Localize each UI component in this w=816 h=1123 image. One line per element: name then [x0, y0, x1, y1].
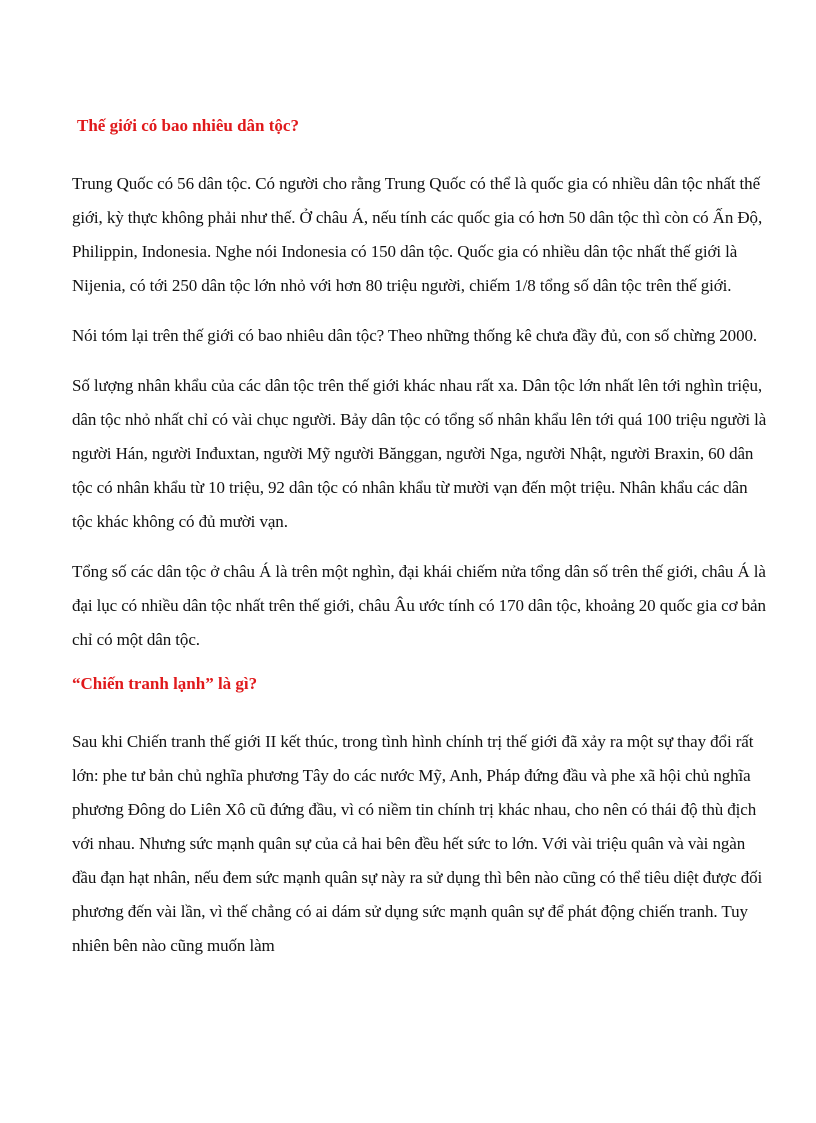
paragraph: Sau khi Chiến tranh thế giới II kết thúc, trong tình hình chính trị thế giới đã xảy ra một sự thay đổi rất lớn: phe tư bản chủ nghĩa phương Tây do các nước Mỹ, Anh, Pháp đứng đầu và phe xã hội chủ nghĩa phương Đông do Liên Xô cũ đứng đầu, vì có niềm tin chính trị khác nhau, cho nên có thái độ thù địch với nhau. Nhưng sức mạnh quân sự của cả hai bên đều hết sức to lớn. Với vài triệu quân và vài ngàn đầu đạn hạt nhân, nếu đem sức mạnh quân sự này ra sử dụng thì bên nào cũng có thể tiêu diệt được đối phương đến vài lần, vì thế chẳng có ai dám sử dụng sức mạnh quân sự để phát động chiến tranh. Tuy nhiên bên nào cũng muốn làm	[72, 732, 763, 955]
paragraph: Nói tóm lại trên thế giới có bao nhiêu dân tộc? Theo những thống kê chưa đầy đủ, con số chừng 2000.	[72, 326, 758, 345]
document-page	[72, 115, 772, 979]
paragraph: Số lượng nhân khẩu của các dân tộc trên thế giới khác nhau rất xa. Dân tộc lớn nhất lên tới nghìn triệu, dân tộc nhỏ nhất chỉ có vài chục người. Bảy dân tộc có tổng số nhân khẩu lên tới quá 100 triệu người là người Hán, người Inđuxtan, người Mỹ người Bănggan, người Nga, người Nhật, người Braxin, 60 dân tộc có nhân khẩu từ 10 triệu, 92 dân tộc có nhân khẩu từ mười vạn đến một triệu. Nhân khẩu các dân tộc khác không có đủ mười vạn.	[72, 376, 767, 531]
paragraph: Trung Quốc có 56 dân tộc. Có người cho rằng Trung Quốc có thể là quốc gia có nhiều dân tộc nhất thế giới, kỳ thực không phải như thế. Ở châu Á, nếu tính các quốc gia có hơn 50 dân tộc thì còn có Ấn Độ, Philippin, Indonesia. Nghe nói Indonesia có 150 dân tộc. Quốc gia có nhiều dân tộc nhất thế giới là Nijenia, có tới 250 dân tộc lớn nhỏ với hơn 80 triệu người, chiếm 1/8 tổng số dân tộc trên thế giới.	[72, 174, 763, 295]
paragraph: Tổng số các dân tộc ở châu Á là trên một nghìn, đại khái chiếm nửa tổng dân số trên thế giới, châu Á là đại lục có nhiều dân tộc nhất trên thế giới, châu Âu ước tính có 170 dân tộc, khoảng 20 quốc gia cơ bản chỉ có một dân tộc.	[72, 562, 766, 649]
section-title-ethnic-groups: Thế giới có bao nhiêu dân tộc?	[77, 116, 299, 135]
section-title-cold-war: “Chiến tranh lạnh” là gì?	[72, 674, 258, 693]
